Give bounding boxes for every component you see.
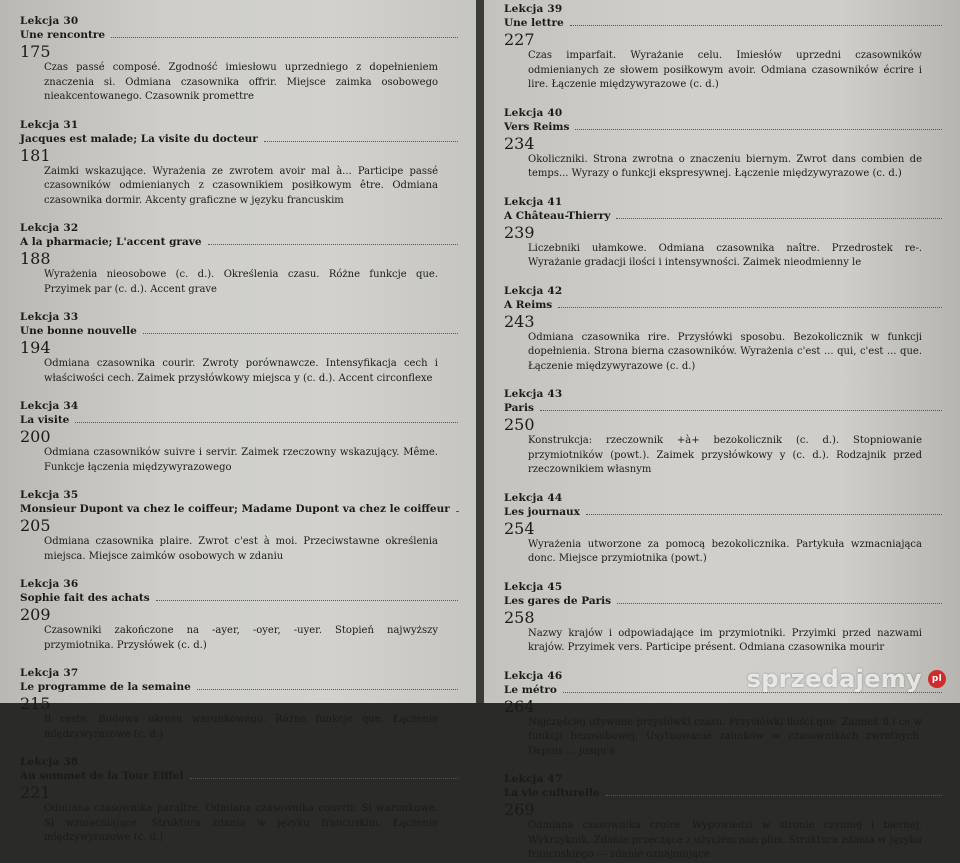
dot-leader <box>156 599 458 601</box>
page-number: 269 <box>504 800 535 819</box>
dot-leader <box>456 510 458 512</box>
dot-leader <box>111 36 458 38</box>
page-number: 205 <box>20 516 51 535</box>
watermark <box>747 665 946 693</box>
lesson-description: Wyrażenia utworzone za pomocą bezokolicznika. Partykuła wzmacniająca donc. Miejsce przymiotnika (powt.) <box>528 538 922 564</box>
toc-entry <box>20 221 464 297</box>
left-toc-list <box>20 14 464 846</box>
dot-leader <box>617 602 942 604</box>
right-page <box>484 0 960 860</box>
dot-leader <box>190 777 458 779</box>
right-toc-list <box>504 2 948 863</box>
lesson-title-line <box>20 591 464 605</box>
watermark-badge-icon: pl <box>928 670 946 688</box>
lesson-description: Czas passé composé. Zgodność imiesłowu uprzedniego z dopełnieniem znaczenia si. Odmiana czasownika offrir. Miejsce zaimka osobowego nieakcentowanego. Czasownik promettre <box>44 62 438 102</box>
toc-entry <box>504 195 948 271</box>
toc-entry <box>504 580 948 656</box>
toc-entry <box>20 666 464 742</box>
toc-entry <box>20 577 464 653</box>
dot-leader <box>570 24 942 26</box>
lesson-title: La visite <box>20 414 70 426</box>
lesson-title-line <box>504 505 948 519</box>
lesson-title-line <box>504 298 948 312</box>
lesson-number: Lekcja 42 <box>504 284 563 297</box>
page-number: 175 <box>20 42 51 61</box>
lesson-title-line <box>20 28 464 42</box>
lesson-number: Lekcja 41 <box>504 195 563 208</box>
lesson-title: Jacques est malade; La visite du docteur <box>20 132 258 145</box>
dot-leader <box>197 688 458 690</box>
lesson-description: Odmiana czasownika courir. Zwroty porównawcze. Intensyfikacja cech i właściwości cech. Zaimek przysłówkowy miejsca y (c. d.). Accent circonflexe <box>44 358 438 384</box>
lesson-title: Sophie fait des achats <box>20 592 150 604</box>
page-number: 188 <box>20 249 51 268</box>
toc-entry <box>20 14 464 105</box>
toc-entry <box>504 106 948 182</box>
lesson-number: Lekcja 30 <box>20 15 79 27</box>
page-number: 239 <box>504 222 535 242</box>
lesson-title: La vie culturelle <box>504 787 600 799</box>
lesson-description: Liczebniki ułamkowe. Odmiana czasownika naître. Przedrostek re-. Wyrażanie gradacji ilości i intensywności. Zaimek nieodmienny le <box>528 242 922 268</box>
toc-entry <box>504 491 948 567</box>
lesson-number: Lekcja 32 <box>20 222 79 234</box>
toc-entry <box>20 488 464 564</box>
lesson-number: Lekcja 38 <box>20 756 79 768</box>
lesson-number: Lekcja 39 <box>504 3 563 15</box>
lesson-title-line <box>20 680 464 694</box>
lesson-description: Zaimki wskazujące. Wyrażenia ze zwrotem avoir mal à... Participe passé czasowników odmienianych z czasownikiem posiłkowym être. Odmiana czasownika dormir. Akcenty graficzne w języku francuskim <box>44 165 438 206</box>
lesson-title-line <box>20 235 464 249</box>
lesson-title: A la pharmacie; L'accent grave <box>20 236 202 248</box>
dot-leader <box>606 794 942 796</box>
lesson-description: Nazwy krajów i odpowiadające im przymiotniki. Przyimki przed nazwami krajów. Przyimek vers. Participe présent. Odmiana czasownika mourir <box>528 627 922 653</box>
lesson-description: Il reste. Budowa okresu warunkowego. Różne funkcje que. Łączenie międzywyrazowe (c. d.) <box>44 714 438 740</box>
lesson-number: Lekcja 33 <box>20 311 79 323</box>
lesson-title-line <box>20 502 464 516</box>
dot-leader <box>616 217 942 219</box>
lesson-number: Lekcja 44 <box>504 491 563 504</box>
page-number: 181 <box>20 145 51 165</box>
dot-leader <box>558 306 942 308</box>
toc-entry <box>504 387 948 478</box>
page-number: 243 <box>504 311 535 331</box>
lesson-description: Czasowniki zakończone na -ayer, -oyer, -uyer. Stopień najwyższy przymiotnika. Przysłówek (c. d.) <box>44 625 438 651</box>
toc-entry <box>504 2 948 93</box>
lesson-title: A Reims <box>504 298 553 311</box>
dot-leader <box>208 243 458 245</box>
lesson-number: Lekcja 43 <box>504 388 563 400</box>
page-number: 209 <box>20 605 51 624</box>
lesson-number: Lekcja 37 <box>20 667 79 679</box>
lesson-title: A Château-Thierry <box>504 209 611 222</box>
lesson-number: Lekcja 47 <box>504 773 563 785</box>
lesson-title-line <box>20 132 464 146</box>
page-number: 215 <box>20 694 51 713</box>
lesson-title: Le programme de la semaine <box>20 681 191 693</box>
lesson-title-line <box>504 786 948 800</box>
page-number: 234 <box>504 133 535 153</box>
lesson-title-line <box>504 401 948 415</box>
lesson-title: Une bonne nouvelle <box>20 325 137 337</box>
toc-entry <box>20 755 464 846</box>
lesson-description: Odmiana czasownika paraître. Odmiana czasownika couvrir. Si warunkowe. Si wzmacniające. Struktura zdania w języku francuskim. Łączenie międzywyrazowe (c. d.) <box>44 803 438 843</box>
toc-entry <box>504 284 948 375</box>
page-number: 254 <box>504 518 535 538</box>
toc-entry <box>20 310 464 386</box>
lesson-title: Paris <box>504 402 534 414</box>
lesson-title-line <box>504 16 948 30</box>
page-number: 258 <box>504 607 535 627</box>
page-number: 221 <box>20 783 51 802</box>
toc-entry <box>20 399 464 475</box>
lesson-description: Wyrażenia nieosobowe (c. d.). Określenia czasu. Różne funkcje que. Przyimek par (c. d.). Accent grave <box>44 269 438 295</box>
lesson-number: Lekcja 36 <box>20 578 79 590</box>
page-number: 264 <box>504 696 535 716</box>
page-number: 194 <box>20 338 51 357</box>
lesson-number: Lekcja 45 <box>504 580 563 593</box>
dot-leader <box>575 128 942 130</box>
left-page <box>0 0 476 843</box>
page-number: 250 <box>504 415 535 434</box>
lesson-title: Une rencontre <box>20 29 106 41</box>
lesson-description: Odmiana czasownika plaire. Zwrot c'est à moi. Przeciwstawne określenia miejsca. Miejsce zaimków osobowych w zdaniu <box>44 536 438 562</box>
dot-leader <box>540 409 942 411</box>
dot-leader <box>586 513 942 515</box>
lesson-number: Lekcja 46 <box>504 669 563 682</box>
lesson-number: Lekcja 35 <box>20 489 79 501</box>
lesson-title: Le métro <box>504 683 557 696</box>
lesson-title-line <box>20 769 464 783</box>
lesson-title: Les gares de Paris <box>504 594 612 607</box>
lesson-title: Vers Reims <box>504 120 570 133</box>
lesson-title: Les journaux <box>504 505 580 518</box>
lesson-description: Czas imparfait. Wyrażanie celu. Imiesłów uprzedni czasowników odmienianych ze słowem posiłkowym avoir. Odmiana czasowników écrire i lire. Łączenie międzywyrazowe (c. d.) <box>528 50 922 90</box>
lesson-title-line <box>504 120 948 134</box>
lesson-number: Lekcja 34 <box>20 400 79 412</box>
toc-entry <box>504 772 948 863</box>
dot-leader <box>143 332 458 334</box>
lesson-description: Okoliczniki. Strona zwrotna o znaczeniu biernym. Zwrot dans combien de temps... Wyrazy o funkcji ekspresywnej. Łączenie międzywyrazowe (c. d.) <box>528 153 922 179</box>
lesson-number: Lekcja 31 <box>20 118 79 131</box>
lesson-title: Une lettre <box>504 17 564 29</box>
lesson-title-line <box>504 594 948 608</box>
lesson-title-line <box>20 324 464 338</box>
dot-leader <box>264 140 458 142</box>
lesson-description: Odmiana czasownika rire. Przysłówki sposobu. Bezokolicznik w funkcji dopełnienia. Strona bierna czasowników. Wyrażenia c'est ... qui, c'est ... que. Łączenie międzywyrazowe (c. d.) <box>528 331 922 372</box>
watermark-text: sprzedajemy <box>746 665 922 693</box>
lesson-title: Au sommet de la Tour Eiffel <box>20 770 184 782</box>
lesson-description: Najczęściej używane przysłówki czasu. Przysłówki ilości que. Zaimek il i ce w funkcji bezosobowej. Usytuowanie zaimków w czasownikach zwrotnych. Depuis ... jusqu'à <box>528 716 922 757</box>
lesson-number: Lekcja 40 <box>504 106 563 119</box>
book-gutter <box>476 0 484 703</box>
lesson-description: Odmiana czasownika croire. Wypowiedzi w stronie czynnej i biernej. Wykrzyknik. Zdania przeczące z użyciem non plus. Struktura zdania w języku francuskiego — zdanie oznajmujące <box>528 820 922 860</box>
toc-entry <box>20 118 464 209</box>
page-number: 200 <box>20 427 51 446</box>
page-number: 227 <box>504 30 535 49</box>
lesson-title: Monsieur Dupont va chez le coiffeur; Madame Dupont va chez le coiffeur <box>20 503 450 515</box>
lesson-description: Konstrukcja: rzeczownik +à+ bezokolicznik (c. d.). Stopniowanie przymiotników (powt.). Zaimek przysłówkowy y (c. d.). Rodzajnik przed rzeczownikiem własnym <box>528 435 922 475</box>
lesson-description: Odmiana czasowników suivre i servir. Zaimek rzeczowny wskazujący. Même. Funkcje łączenia międzywyrazowego <box>44 447 438 473</box>
lesson-title-line <box>20 413 464 427</box>
lesson-title-line <box>504 209 948 223</box>
dot-leader <box>75 421 458 423</box>
